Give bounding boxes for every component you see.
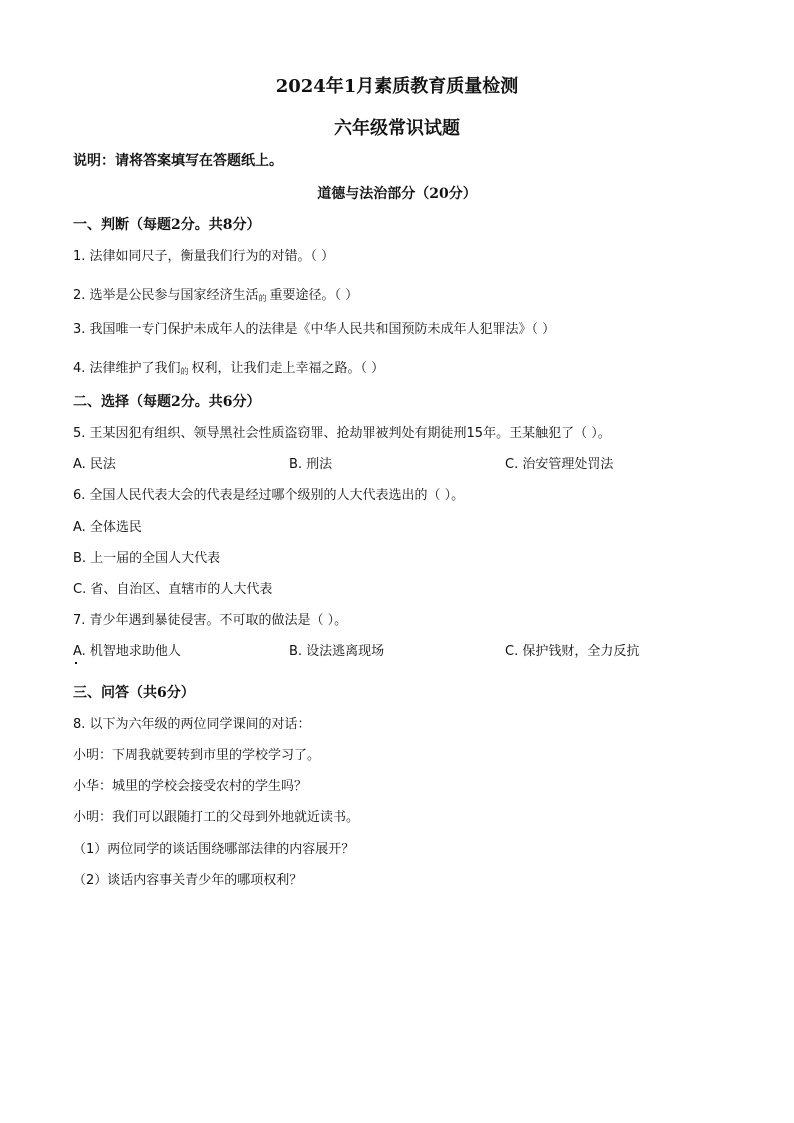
section2-heading: 二、选择（每题2分。共6分）	[73, 394, 261, 410]
dialogue-line-1: 小明：下周我就要转到市里的学校学习了。	[73, 748, 321, 763]
q5-option-b: B. 刑法	[289, 457, 333, 472]
question-7: 7. 青少年遇到暴徒侵害。不可取的做法是（ ）。	[73, 613, 348, 628]
question-3: 3. 我国唯一专门保护未成年人的法律是《中华人民共和国预防未成年人犯罪法》（ ）	[73, 322, 556, 337]
q5-option-c: C. 治安管理处罚法	[505, 457, 614, 472]
section3-heading: 三、问答（共6分）	[73, 685, 195, 701]
question-5: 5. 王某因犯有组织、领导黑社会性质盗窃罪、抢劫罪被判处有期徒刑15年。王某触犯了（ ）。	[73, 426, 611, 441]
sub-question-2: （2）谈话内容事关青少年的哪项权利？	[73, 873, 303, 888]
q5-option-a: A. 民法	[73, 457, 116, 472]
question-1: 1. 法律如同尺子，衡量我们行为的对错。（ ）	[73, 249, 335, 264]
part-title: 道德与法治部分（20分）	[317, 186, 477, 202]
question-2-part-b: 重要途径。（ ）	[269, 288, 359, 303]
question-2: 2. 选举是公民参与国家经济生活 的 重要途径。（ ）	[73, 288, 359, 303]
q7-option-b: B. 设法逃离现场	[289, 644, 385, 659]
q6-option-c: C. 省、自治区、直辖市的人大代表	[73, 582, 273, 597]
q6-option-a: A. 全体选民	[73, 520, 142, 535]
q7-option-a: A. 机智地求助他人	[73, 644, 181, 659]
question-4-part-b: 权利，让我们走上幸福之路。（ ）	[191, 361, 385, 376]
question-8: 8. 以下为六年级的两位同学课间的对话：	[73, 717, 311, 732]
exam-title: 2024年1月素质教育质量检测	[275, 76, 519, 97]
question-6: 6. 全国人民代表大会的代表是经过哪个级别的人大代表选出的（ ）。	[73, 488, 465, 503]
question-4: 4. 法律维护了我们 的 权利，让我们走上幸福之路。（ ）	[73, 361, 385, 376]
dialogue-line-3: 小明：我们可以跟随打工的父母到外地就近读书。	[73, 810, 360, 825]
dialogue-line-2: 小华：城里的学校会接受农村的学生吗？	[73, 779, 308, 794]
q7-option-c: C. 保护钱财，全力反抗	[505, 644, 640, 659]
question-2-part-a: 2. 选举是公民参与国家经济生活	[73, 288, 259, 303]
sub-question-1: （1）两位同学的谈话围绕哪部法律的内容展开？	[73, 842, 355, 857]
q6-option-b: B. 上一届的全国人大代表	[73, 551, 221, 566]
section1-heading: 一、判断（每题2分。共8分）	[73, 217, 261, 233]
instructions: 说明：请将答案填写在答题纸上。	[73, 153, 283, 169]
question-4-part-a: 4. 法律维护了我们	[73, 361, 181, 376]
exam-subtitle: 六年级常识试题	[334, 118, 460, 139]
stray-dot	[75, 662, 77, 664]
